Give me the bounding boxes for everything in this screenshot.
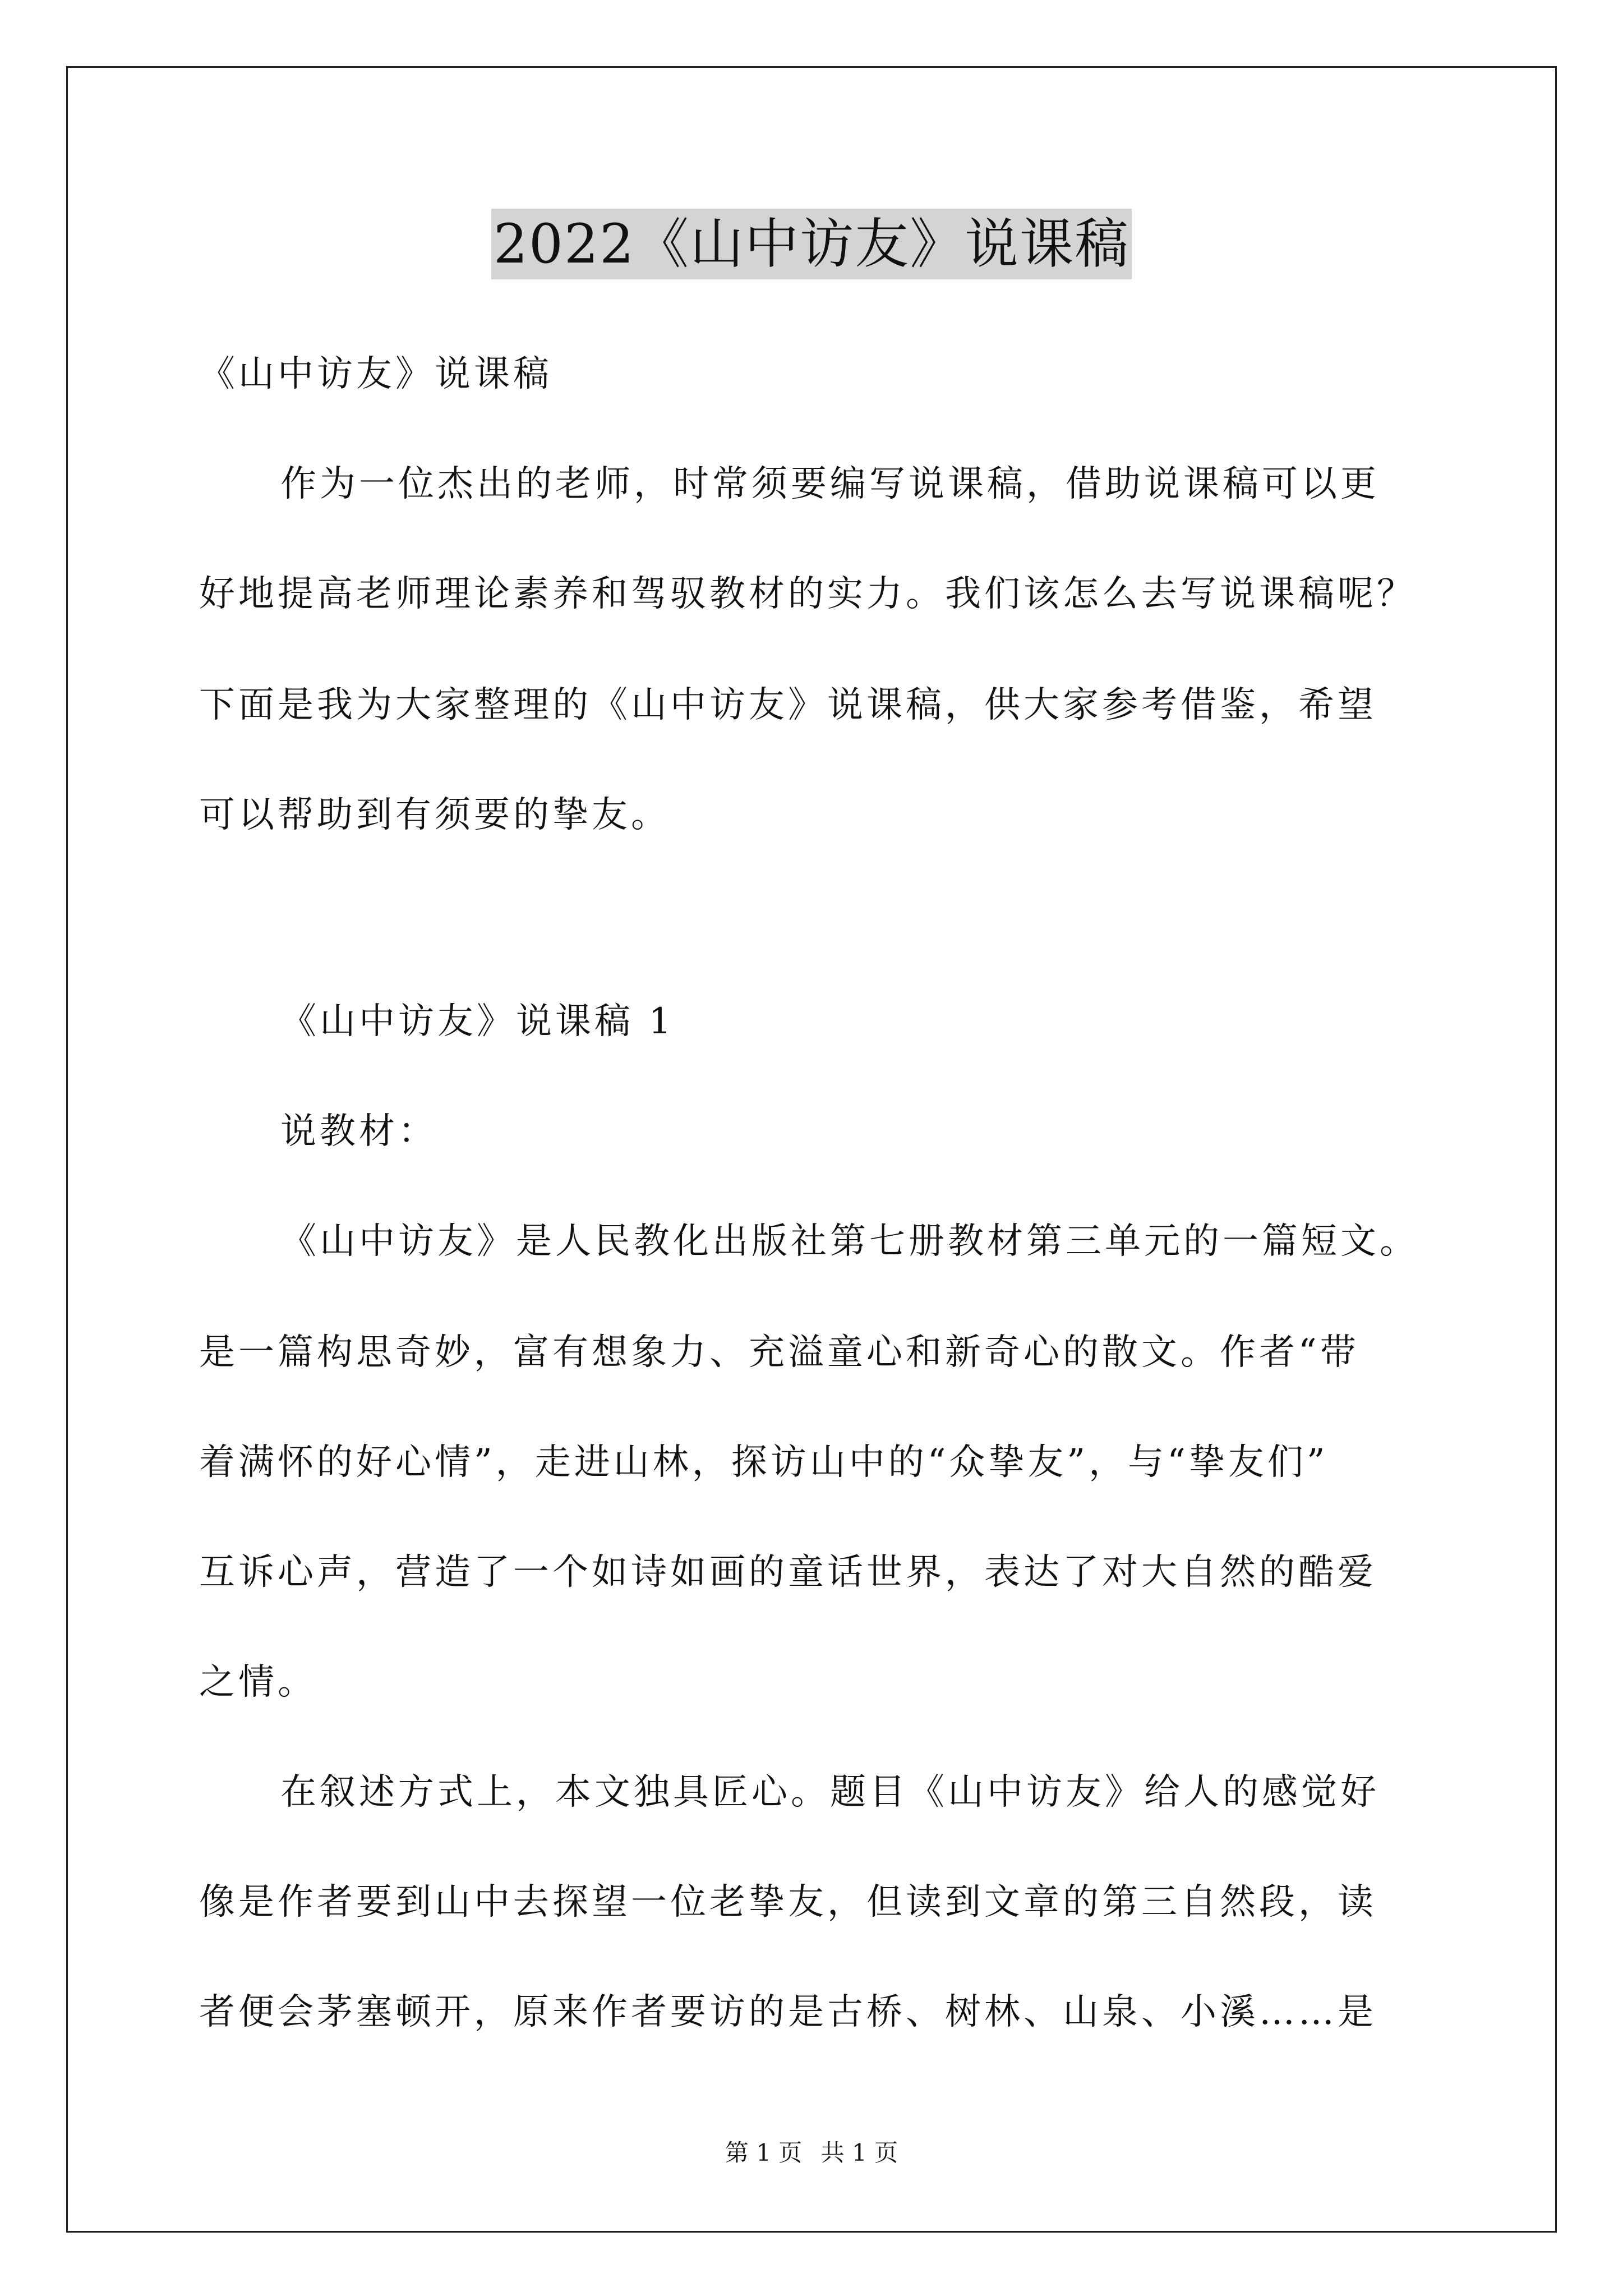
- section-heading: 《山中访友》说课稿 1: [280, 1001, 675, 1042]
- para1-line-2: 是一篇构思奇妙，富有想象力、充溢童心和新奇心的散文。作者“带: [199, 1332, 1359, 1373]
- intro-line-1: 作为一位杰出的老师，时常须要编写说课稿，借助说课稿可以更: [280, 463, 1380, 505]
- intro-line-4: 可以帮助到有须要的挚友。: [199, 794, 670, 836]
- para1-line-4: 互诉心声，营造了一个如诗如画的童话世界，表达了对大自然的酷爱: [199, 1552, 1377, 1593]
- page-number-current: 第 1 页: [725, 2139, 803, 2166]
- document-subtitle: 《山中访友》说课稿: [199, 353, 552, 395]
- para1-line-3: 着满怀的好心情”，走进山林，探访山中的“众挚友”，与“挚友们”: [199, 1442, 1329, 1483]
- para1-line-5: 之情。: [199, 1662, 317, 1703]
- sub-heading: 说教材：: [280, 1111, 437, 1152]
- para2-line-2: 像是作者要到山中去探望一位老挚友，但读到文章的第三自然段，读: [199, 1881, 1377, 1923]
- intro-line-3: 下面是我为大家整理的《山中访友》说课稿，供大家参考借鉴，希望: [199, 684, 1377, 726]
- intro-line-2: 好地提高老师理论素养和驾驭教材的实力。我们该怎么去写说课稿呢？: [199, 573, 1416, 615]
- title-container: [0, 209, 1623, 279]
- para1-line-1: 《山中访友》是人民教化出版社第七册教材第三单元的一篇短文。: [280, 1221, 1419, 1262]
- page-number-total: 共 1 页: [820, 2139, 898, 2166]
- para2-line-1: 在叙述方式上，本文独具匠心。题目《山中访友》给人的感觉好: [280, 1772, 1380, 1813]
- document-title: 2022《山中访友》说课稿: [491, 209, 1132, 279]
- para2-line-3: 者便会茅塞顿开，原来作者要访的是古桥、树林、山泉、小溪……是: [199, 1991, 1377, 2033]
- page-footer: [0, 2137, 1623, 2169]
